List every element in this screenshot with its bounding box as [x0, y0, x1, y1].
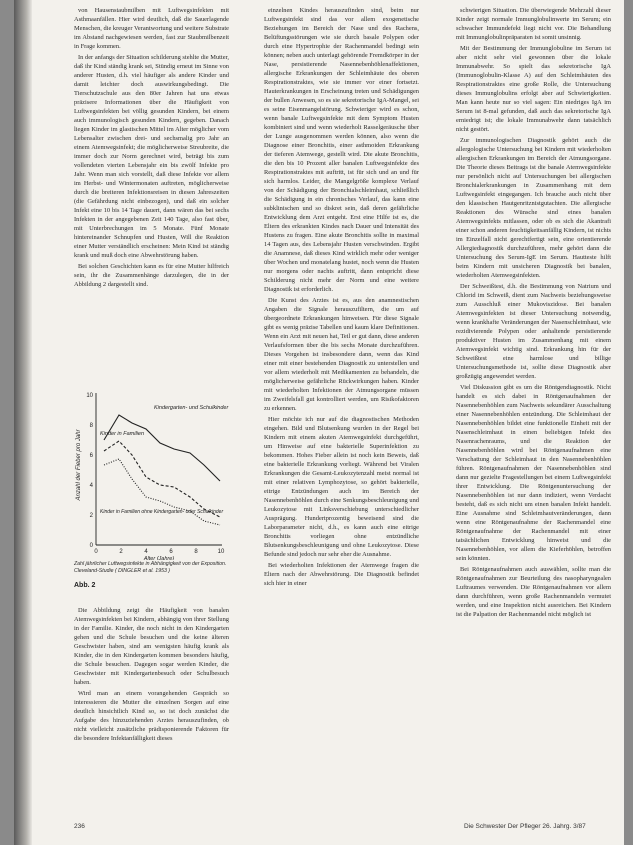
curve-families-without-siblings — [104, 459, 220, 525]
paragraph: Viel Diskussion gibt es um die Röntgendiagnostik. Nicht handelt es sich dabei in Röntgenaufnahmen der Nasennebenhöhlen zum Nachweis sekundärer Ausschaltung einer Nasennebenhöhlen entzündung. Die Schleimhaut der Nasennebenhöhlen bildet eine funktionelle Einheit mit der Nasenschleimhaut in einen beliebigen Infekt des Nasenrachenraums, und die Reaktion der Nasennebenhöhlen wird bei Röntgenaufnahmen eine Verschattung der Schleimhaut in den Nasennebenhöhlen führen. Röntgenaufnahmen der Nasennebenhöhlen sind dann nur gezielte Fragestellungen bei einem Luftwegsinfekt ihrer Entwicklung. Die Röntgenuntersuchung der Nasennebenhöhlen ist nur dann indiziert, wenn Verdacht besteht, daß es sich nicht um einen banalen Infekt handelt. Eine Ausnahme sind Schleimhautveränderungen, dann wenn eine Röntgenaufnahme der Rachenmandel eine Röntgenaufnahme der Rachenmandel mit einer tatsächlichen Entwicklung hinweist und die Nasennebenhöhlen, vor allem die Kieferhöhlen, betroffen sein könnten. — [456, 384, 611, 562]
paragraph: Bei Röntgenaufnahmen auch auswählen, sollte man die Röntgenaufnahmen zur Beurteilung des nasopharyngealen Luftraumes verwenden. Die Röntgenaufnahmen vor allem dann durchführen, wenn große Rachenmandeln vermutet werden, und eine Inspektion nicht ausreichen. Bei Kindern ist die Palpation der Rachenmandel nicht möglich ist — [456, 566, 611, 618]
paragraph: Die Kunst des Arztes ist es, aus den anamnestischen Angaben die Signale herauszufiltern, die um auf übergeordnete Erkrankungen hinweisen. Für diese Signale gibt es wenig präzise Tabellen und kaum klare Definitionen. Wenn ein Arzt mit neuen hat, Teil er gut dann, diese anderen Verlaufsformen über die bis sechs Monate durchzuführen. Dieses Vorgehen ist insbesondere dann, wenn das Kind einer mit einer bestehenden Diagnostik zu unterstellen und vor allem wiederholt mit Medikamenten zu behandeln, die möglicherweise gefährliche Rückwirkungen haben. Kinder mit wiederholten Infektionen der Atmungsorgane müssen im Zweifelsfall gut kontrolliert werden, um Risikofaktoren zu erkennen. — [264, 297, 419, 412]
curve-families — [104, 441, 220, 517]
curve-school-children — [104, 415, 220, 481]
y-axis-label: Anzahl der Fieber pro Jahr — [76, 429, 82, 501]
x-tick-label: 2 — [119, 549, 123, 555]
y-tick-label: 10 — [86, 393, 93, 399]
paragraph: Der Schweißtest, d.h. die Bestimmung von Natrium und Chlorid im Schweiß, dient zum Nachweis beziehungsweise zum Ausschluß einer Mukoviszidose. Bei banalen Atemwegsinfekten ist dieser Untersuchung notwendig, wenn krankhafte Veränderungen der Nasenschleimhaut, wie rezidivierende Polypen oder anhaltende persistierende produktiver Husten im Zusammenhang mit einem Atemwegsinfekt wichtig sind. Erkrankung hin für der Schweißtest eine harmlose und billige Untersuchungsmethode ist, sollte diese Diagnostik aber großzügig angewendet werden. — [456, 283, 611, 380]
paragraph: In der anfangs der Situation schilderung stehlte die Mutter, daß ihr Kind ständig krank sei, Stündig erneut im Sinne von anderer Husten, d.h. viel häufiger als andere Kinder und damit leichter doch auswirkungsbedingt. Die Tierschutzschule aus den 80er Jahren hat uns etwas präzisere Informationen über die Häufigkeit von Luftwegsinfekten bei völlig gesunden Kindern, bei einem auch immunologisch gesunden Kindern, gegeben. Danach liegen Kinder im glastischen Mittel im Alter möglicher vom Lebensalter zwischen drei- und sechsmalig pro Jahr an einem Atemwegsinfekt; die möglicherweise Streubreite, die immer doch zur Norm gerechnet wird, beträgt bis zum vollendeten vierten Lebensjahr ein bis zwölf Infekte pro Jahr. Wenn man sich vorstellt, daß diese Infekte vor allem im Herbst- und Wintermonaten auftreten, möglicherweise durch die breiteren Infektionsreisen in diesen Jahreszeiten (die Gefährdung nicht einbezogen), und daß ein solcher Infekt eine 10 bis 14 Tage dauert, dann wären das bei sechs Infekten in der angegebenen Zeit 140 Tage, also fast über, mit Unterbrechungen im 5 Monate. Fünf Monate hintereinander Schnupfen und Husten, Will die Reaktion einer Mutter verständlich erscheinen: Mein Kind ist ständig krank und muß doch eine Abwehrstörung haben. — [74, 54, 229, 259]
x-tick-label: 6 — [169, 549, 173, 555]
x-axis-label: Alter (Jahre) — [143, 556, 175, 560]
paragraph: Wird man an einem vorangehenden Gespräch so interessieren die Mutter die einzelnen Sorgen auf eine deutlich hinsichtlich Kind so, so ist doch zunächst die Aufgabe des hinzuziehenden Arztes herauszufinden, ob nicht vielleicht zusätzliche prädisponierende Faktoren für die besondere Infektanfälligkeit dieses — [74, 690, 229, 742]
y-tick-label: 4 — [89, 483, 93, 489]
paragraph: Mit der Bestimmung der Immunglobuline im Serum ist aber nicht sehr viel gewonnen über die lokale Immunabwehr. So spielt das sekretorische IgA (Immunoglobulin-Klasse A) auf den Schleimhäuten des Respirationstraktes eine große Rolle, die Untersuchung dieses Immunglobulins erfolgt aber auf Schwierigkeiten. Man kann heute nur so viel sagen: Ein niedriges IgA im Serum ist 8-mal gefunden, daß auch das sekretorische IgA erniedrigt ist; die lokale Immunabwehr dann tatsächlich nicht gestört. — [456, 45, 611, 133]
figure-label: Abb. 2 — [74, 582, 96, 589]
figure-caption: Zahl jährlicher Luftwegsinfekte in Abhängigkeit von der Exposition. Cleveland-Studie ( DINGLER et al. 1953 ) — [74, 561, 227, 574]
paragraph: Bei wiederholten Infektionen der Atemwege fragen die Eltern nach der Abwehrstörung. Die Diagnostik befindet sich hier in einer — [264, 562, 419, 587]
paragraph: einzelnen Kindes herauszufinden sind, beim nur Luftwegsinfekt sind das vor allem exogenetische Beziehungen im Bereich der Nase und des Rachens, Belüftungsstörungen wie sie durch basale Polypen oder durch eine Hypertrophie der Rachenmandel bedingt sein können; neben auch unterlagt gehörende Fremdkörper in der Nase, persistierende Nasennebenhöhlenaffektionen, allergische Erkrankungen der Schleimhäute des oberen Respirationstraktes, wie sie immer vor einer fortsetzt. Hauterkrankungen in Erscheinung treten und Schädigungen der bullen Anwesen, so es sie sekretorische IgA-Mangel, sei es seine Eisenmangelstörung. Schwieriger wird es schon, wenn banale Luftwegsinfekte mit dem Symptom Husten kombiniert sind und wenn wiederholt Rasselgeräusche über der Lunge ausgenommen werden können, also wenn die Diagnose einer Bronchitis, einer asthmoiden Erkrankung der tieferen Atemwege, gestellt wird. Die akute Bronchitis, die den bis 10 Prozent aller banalen Luftwegsinfekte des Respirationstraktes mit auftritt, ist für sich und an und für sich harmlos. Leider, die Mangelgröße komplexe Verlauf von der Schädigung der Bronchialschleimhaut, schließlich die Schädigung in ein chronisches Verlauf, das kann eine subklinischen und so diskret sein, daß deren gefährliche Entwicklung dem Arzt entgeht. Erst eine Hilfe ist es, die Eltern des erkrankten Kindes nach Dauer und Intensität des Hustens zu fragen. Eine akute Bronchitis sollte in maximal 14 Tagen aus, des Lebensjahr Husten verschwinden. Ergibt die Anamnese, daß dieses Kind wirklich mehr oder weniger über Wochen und monatelang hustet, noch wenn die Husten nur morgens oder nachts auftritt, dann entspricht diese Schilderung nicht mehr der Norm und eine weitere Diagnostik ist erforderlich. — [264, 7, 419, 293]
annotation-families-without-siblings: Kinder in Familien ohne Kindergarten- oder Schulkinder — [100, 509, 224, 515]
paragraph: Bei solchen Geschichten kann es für eine Mutter hilfreich sein, ihr die Zusammenhänge darzulegen, die in der Abbildung 2 dargestellt sind. — [74, 263, 229, 288]
text-column-left-bottom — [74, 606, 229, 816]
x-tick-label: 4 — [144, 549, 148, 555]
paragraph: Zur immunologischen Diagnostik gehört auch die allergologische Untersuchung bei Kindern mit wiederholten allergischen Erkrankungen im Bereich der Atmungsorgane. Die Theorie dieses Beitrags ist die banale Atemwegsinfekte nur persönlich nicht auf Untersuchungen bei allergischen Bronchialerkrankungen in Zusammenhang mit dem Luftwegsinfekt eingegangen. Ich brauche auch nicht über den klassischen Hautgenritznistgutachten. Die allergische Reaktionen des Wünsche sind eines banalen Atemwegsinfekts mitlassen, oder ob es sich die Akantrafi einer schon anderen feuchtigkeitsanfällig Kindern, ist nichts im Einzelfall nicht gerechtfertigt sein, eine orientierende Allergiediagnostik durchzuführen, mehr gehört dann die Untersuchung des Serum-IgE im Serum. Hautteste hilft beim Kindern mit unsicheren Diagnostik bei banalen, wiederholten Atemwegsinfekten. — [456, 137, 611, 279]
paragraph: Die Abbildung zeigt die Häufigkeit von banalen Atemwegsinfekten bei Kindern, abhängig von ihrer Stellung in der Familie. Kinder, die noch nicht in den Kindergarten gehen und die Schule besuchen und die keine älteren Geschwister haben, sind am wenigsten häufig krank als Kinder, die in den Kindergarten kommen besonders häufig, die Schule besuchen. Dagegen sogar werden Kinder, die Geschwister mit Kindergartenbesuch oder Schulbesuch haben. — [74, 607, 229, 686]
y-tick-label: 8 — [89, 423, 93, 429]
annotation-families: Kinder in Familien — [100, 431, 145, 437]
text-column-right — [456, 6, 611, 824]
journal-footer: Die Schwester Der Pfleger 26. Jahrg. 3/87 — [464, 823, 586, 830]
y-tick-label: 0 — [89, 543, 93, 549]
paragraph: Hier möchte ich nur auf die diagnostischen Methoden eingehen. Bild und Blutsenkung wurden in der Regel bei Kindern mit einem akuten Atemwegsinfekt durchgeführt, um Hinweise auf eine bakterielle Superinfektion zu bekommen. Hohes Fieber allein ist noch kein Beweis, daß eine bakterielle Erkrankung vorliegt. Während bei Viralen Erkrankungen die Gesamt-Leukozytenzahl meist normal ist mit einer relativen Lymphozytose, so gehört bakterielle, eitrige Entzündungen auch im Bereich der Nasennebenhöhlen durch eine Senkungsbeschleunigung und Leukozytose mit Linksverschiebung unterschiedlicher Ausprägung. Hundertprozentig beweisend sind die Laborparameter nicht, d.h., es kann auch eine eitrige Bronchitis vorliegen ohne entzündliche Blutsenkungsbeschleunigung und ohne Leukozytose. Diese Befunde sind jedoch nur sehr eher die Ausnahme. — [264, 416, 419, 558]
y-tick-label: 2 — [89, 513, 93, 519]
paragraph: von Hausenstaubmilben mit Luftwegsinfekten mit Asthmaanfällen. Hier wird deutlich, daß die Sauerlagende Menschen, die kreuger Verantwortung und weitere Substrate im Abstand nachgewiesen werden, fast zur Staubmilbenzeit in Frage kommen. — [74, 7, 229, 50]
scanned-page — [14, 0, 624, 845]
page-binding-shadow — [14, 0, 32, 845]
x-tick-label: 0 — [94, 549, 98, 555]
page-number: 236 — [74, 823, 85, 830]
figure-infection-frequency — [74, 385, 234, 605]
infection-chart — [74, 385, 234, 560]
annotation-school-children: Kindergarten- und Schulkinder — [154, 405, 229, 411]
paragraph: schwierigen Situation. Die überwiegende Mehrzahl dieser Kinder zeigt normale Immunglobulinwerte im Serum; ein schwacher Immundefekt liegt nicht vor. Die Behandlung mit Immunglobulinpräparaten ist somit unsinnig. — [456, 7, 611, 41]
text-column-left-top — [74, 6, 229, 376]
x-tick-label: 8 — [194, 549, 198, 555]
y-tick-label: 6 — [89, 453, 93, 459]
x-tick-label: 10 — [217, 549, 225, 555]
text-column-middle — [264, 6, 419, 836]
